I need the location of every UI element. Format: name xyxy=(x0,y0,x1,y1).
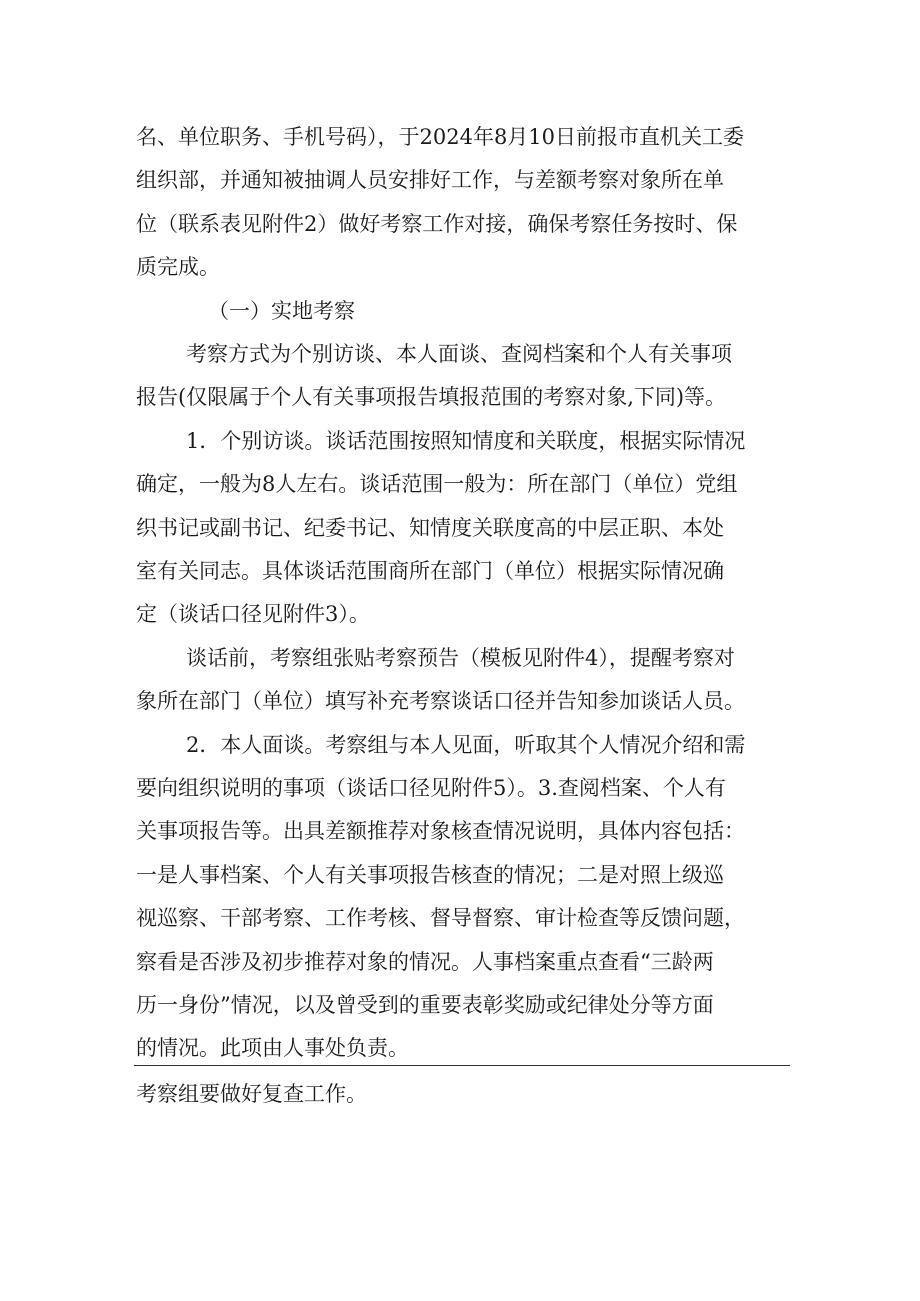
text-line: 2．本人面谈。考察组与本人见面，听取其个人情况介绍和需 xyxy=(186,733,746,757)
text-line: 室有关同志。具体谈话范围商所在部门（单位）根据实际情况确 xyxy=(136,559,724,583)
text-line: 考察方式为个别访谈、本人面谈、查阅档案和个人有关事项 xyxy=(186,342,732,366)
text-line: 的情况。此项由人事处负责。 xyxy=(136,1036,409,1060)
text-line: 谈话前，考察组张贴考察预告（模板见附件4），提醒考察对 xyxy=(186,646,735,670)
text-line: 名、单位职务、手机号码），于2024年8月10日前报市直机关工委 xyxy=(136,125,745,149)
text-line: 关事项报告等。出具差额推荐对象核查情况说明，具体内容包括： xyxy=(136,819,745,843)
text-line: 要向组织说明的事项（谈话口径见附件5）。3.查阅档案、个人有 xyxy=(136,776,726,800)
text-line: 织书记或副书记、纪委书记、知情度关联度高的中层正职、本处 xyxy=(136,516,724,540)
section-heading: （一）实地考察 xyxy=(208,299,355,323)
text-line-after-rule: 考察组要做好复查工作。 xyxy=(136,1082,367,1106)
text-line: 质完成。 xyxy=(136,255,220,279)
text-line: 视巡察、干部考察、工作考核、督导督察、审计检查等反馈问题， xyxy=(136,906,745,930)
text-line: 1．个别访谈。谈话范围按照知情度和关联度，根据实际情况 xyxy=(186,429,746,453)
horizontal-rule xyxy=(134,1065,790,1066)
text-line: 定（谈话口径见附件3）。 xyxy=(136,602,370,626)
text-line: 象所在部门（单位）填写补充考察谈话口径并告知参加谈话人员。 xyxy=(136,689,745,713)
text-line: 历一身份”情况，以及曾受到的重要表彰奖励或纪律处分等方面 xyxy=(136,993,714,1017)
text-line: 确定，一般为8人左右。谈话范围一般为：所在部门（单位）党组 xyxy=(136,472,738,496)
text-line: 察看是否涉及初步推荐对象的情况。人事档案重点查看“三龄两 xyxy=(136,950,714,974)
text-line: 组织部，并通知被抽调人员安排好工作，与差额考察对象所在单 xyxy=(136,168,724,192)
text-line: 位（联系表见附件2）做好考察工作对接，确保考察任务按时、保 xyxy=(136,212,738,236)
text-line: 报告(仅限属于个人有关事项报告填报范围的考察对象,下同)等。 xyxy=(136,385,727,409)
text-line: 一是人事档案、个人有关事项报告核查的情况；二是对照上级巡 xyxy=(136,863,724,887)
